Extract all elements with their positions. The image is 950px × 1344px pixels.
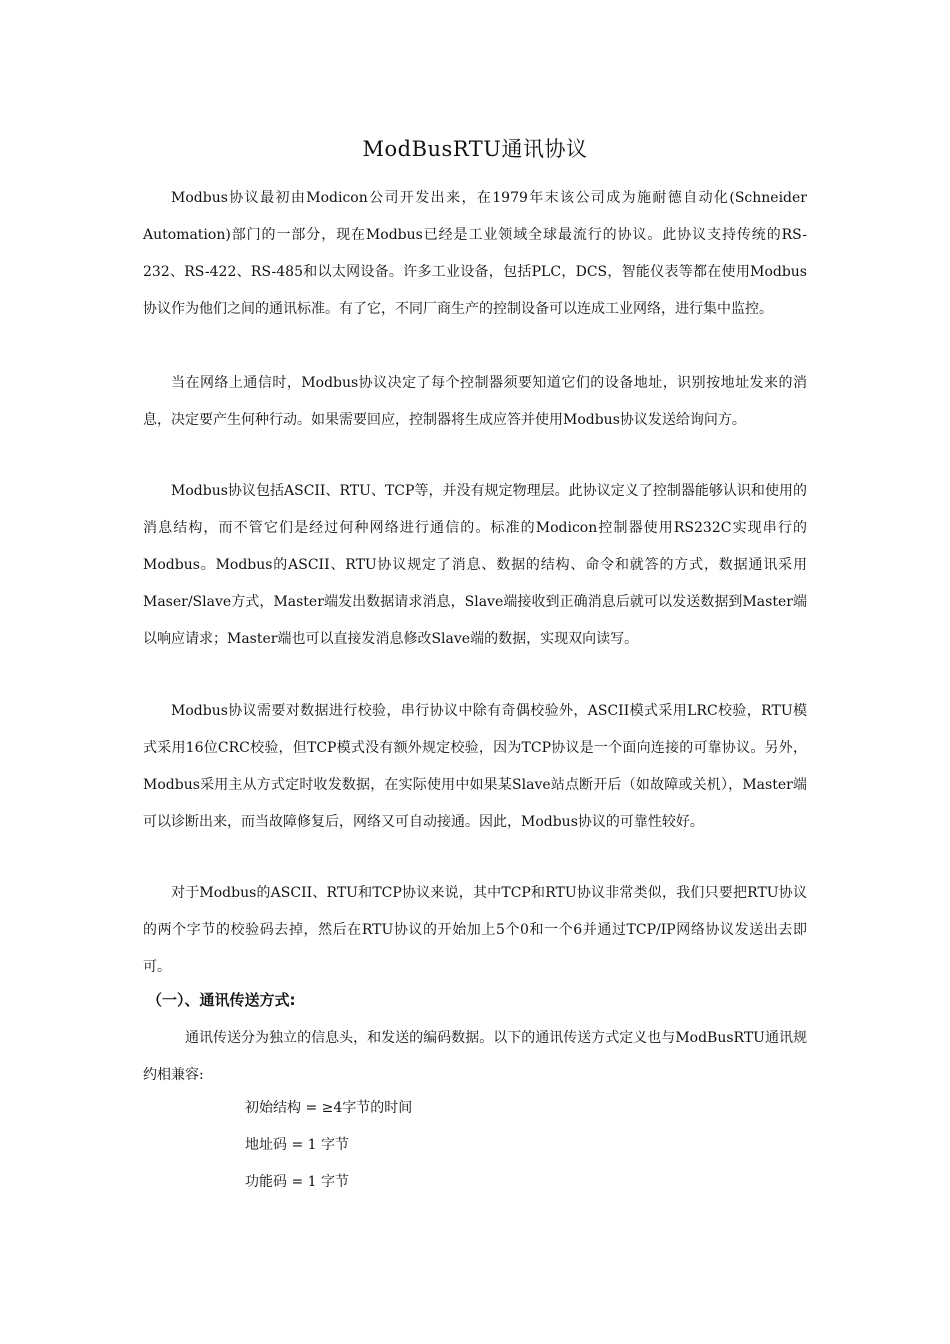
paragraph-text: Modbus协议需要对数据进行校验，串行协议中除有奇偶校验外，ASCII模式采用LRC校验，RTU模式采用16位CRC校验，但TCP模式没有额外规定校验，因为TCP协议是一个面向连接的可靠协议。另外，Modbus采用主从方式定时收发数据，在实际使用中如果某Slave站点断开后（如故障或关机），Master端可以诊断出来，而当故障修复后，网络又可自动接通。因此，Modbus协议的可靠性较好。 xyxy=(143,703,807,830)
frame-structure-list xyxy=(245,1090,412,1201)
frame-item-function-code: 功能码 = 1 字节 xyxy=(245,1174,349,1190)
paragraph-modbus-origin xyxy=(143,180,807,328)
section-heading-transmission-mode: （一）、通讯传送方式: xyxy=(147,991,296,1009)
paragraph-tcp-rtu-comparison xyxy=(143,875,807,986)
frame-item-initial-structure: 初始结构 = ≥4字节的时间 xyxy=(245,1100,413,1116)
document-title: ModBusRTU通讯协议 xyxy=(362,137,588,161)
paragraph-network-communication xyxy=(143,365,807,439)
paragraph-text: 对于Modbus的ASCII、RTU和TCP协议来说，其中TCP和RTU协议非常类似，我们只要把RTU协议的两个字节的校验码去掉，然后在RTU协议的开始加上5个0和一个6并通过TCP/IP网络协议发送出去即可。 xyxy=(143,885,807,975)
paragraph-text: 通讯传送分为独立的信息头，和发送的编码数据。以下的通讯传送方式定义也与ModBusRTU通讯规约相兼容: xyxy=(143,1030,807,1083)
paragraph-text: 当在网络上通信时，Modbus协议决定了每个控制器须要知道它们的设备地址，识别按地址发来的消息，决定要产生何种行动。如果需要回应，控制器将生成应答并使用Modbus协议发送给询问方。 xyxy=(143,375,807,428)
frame-item-address-code: 地址码 = 1 字节 xyxy=(245,1137,349,1153)
paragraph-text: Modbus协议最初由Modicon公司开发出来，在1979年末该公司成为施耐德自动化(Schneider Automation)部门的一部分，现在Modbus已经是工业领域全球最流行的协议。此协议支持传统的RS-232、RS-422、RS-485和以太网设备。许多工业设备，包括PLC，DCS，智能仪表等都在使用Modbus协议作为他们之间的通讯标准。有了它，不同厂商生产的控制设备可以连成工业网络，进行集中监控。 xyxy=(143,190,807,317)
paragraph-protocol-variants xyxy=(143,473,807,658)
paragraph-text: Modbus协议包括ASCII、RTU、TCP等，并没有规定物理层。此协议定义了控制器能够认识和使用的消息结构，而不管它们是经过何种网络进行通信的。标准的Modicon控制器使用RS232C实现串行的Modbus。Modbus的ASCII、RTU协议规定了消息、数据的结构、命令和就答的方式，数据通讯采用Maser/Slave方式，Master端发出数据请求消息，Slave端接收到正确消息后就可以发送数据到Master端以响应请求；Master端也可以直接发消息修改Slave端的数据，实现双向读写。 xyxy=(143,483,807,647)
paragraph-transmission-intro xyxy=(143,1020,807,1094)
paragraph-checksum xyxy=(143,693,807,841)
